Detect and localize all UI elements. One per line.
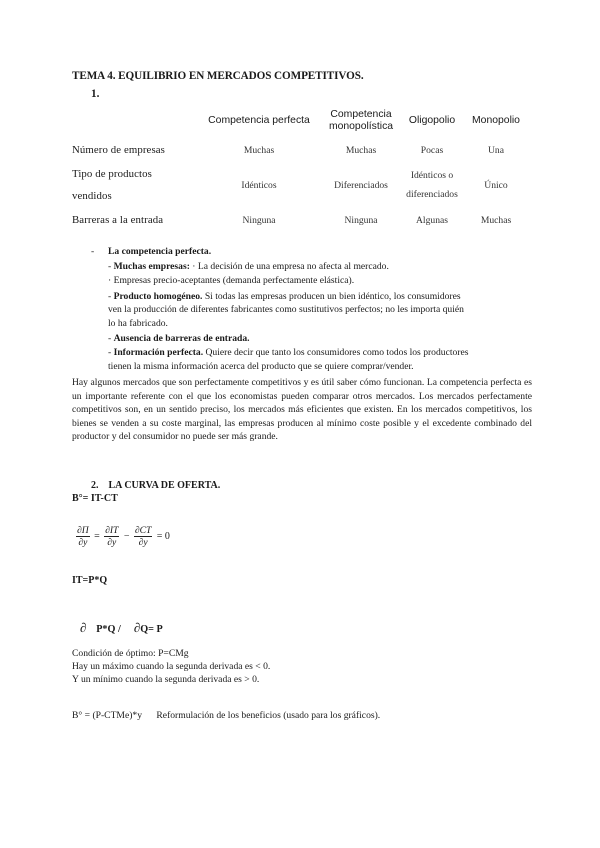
table-cell: Muchas — [243, 144, 275, 156]
optimum-conditions — [72, 648, 270, 686]
bullet-producto-line3: lo ha fabricado. — [108, 318, 168, 329]
market-comparison-table — [72, 105, 528, 233]
table-cell: Idénticos — [241, 179, 277, 191]
table-cell: Ninguna — [242, 214, 276, 226]
row-label — [72, 163, 196, 207]
table-header-cell: Monopolio — [472, 115, 520, 126]
section-2-heading: 2. LA CURVA DE OFERTA. — [91, 480, 221, 491]
intro-paragraph: Hay algunos mercados que son perfectamente competitivos y es útil saber cómo funcionan. La competencia perfecta es un importante referente con el que los economistas pueden comparar otros mercados. Los mercados perfectamente competitivos son, en un sentido preciso, los mercados más eficientes que existen. En los mercados competitivos, los bienes se venden a su coste marginal, las empresas producen al mínimo coste posible y el excedente combinado del productor y del consumidor no puede ser más grande. — [72, 377, 532, 443]
table-cell: Idénticos o diferenciados — [406, 170, 458, 200]
bullet-producto-homogeneo: - Producto homogéneo. Si todas las empresas producen un bien idéntico, los consumidores — [108, 291, 461, 302]
table-cell: Algunas — [416, 214, 448, 226]
table-corner — [72, 105, 196, 137]
bullet-precio-aceptantes: · Empresas precio-aceptantes (demanda perfectamente elástica). — [108, 275, 355, 286]
row-label: Número de empresas — [72, 144, 165, 156]
bullet-informacion-line2: tienen la misma información acerca del producto que se quiere comprar/vender. — [108, 361, 414, 372]
table-header-cell: Oligopolio — [408, 115, 456, 126]
bullet-muchas-empresas: - Muchas empresas: · La decisión de una empresa no afecta al mercado. — [108, 261, 389, 272]
table-cell: Una — [488, 144, 504, 156]
bullet-dash: - — [91, 246, 95, 257]
table-row — [72, 137, 528, 163]
bullet-informacion-perfecta: - Información perfecta. Quiere decir que tanto los consumidores como todos los productores — [108, 347, 469, 358]
fraction-dpi-dy: $\frac{\partial\Pi}{\partial y}$ — [77, 525, 89, 548]
fraction-dit-dy: $\frac{\partial IT}{\partial y}$ — [105, 525, 119, 548]
fraction-dct-dy: $\frac{\partial CT}{\partial y}$ — [134, 525, 152, 548]
benefit-reformulation: B° = (P-CTMe)*y Reformulación de los beneficios (usado para los gráficos). — [72, 710, 381, 721]
table-cell: Muchas — [345, 144, 377, 156]
table-header-cell: Competencia perfecta — [208, 115, 310, 126]
table-cell: Diferenciados — [334, 179, 388, 191]
document-title: TEMA 4. EQUILIBRIO EN MERCADOS COMPETITIVOS. — [72, 70, 364, 82]
row-label-line: Tipo de productos — [72, 168, 152, 180]
condition-line: Y un mínimo cuando la segunda derivada es > 0. — [72, 673, 260, 685]
table-row — [72, 207, 528, 233]
table-header-row — [72, 105, 528, 137]
table-cell: Ninguna — [344, 214, 378, 226]
table-cell: Único — [484, 179, 508, 191]
derivative-equation: $\frac{\partial\Pi}{\partial y}$ = $\frac{\partial IT}{\partial y}$ − $\frac{\partial CT}{\partial y}$ = 0 — [77, 525, 170, 548]
income-formula: IT=P*Q — [72, 575, 108, 586]
section-1-number: 1. — [91, 88, 100, 100]
table-row — [72, 163, 528, 207]
bullet-ausencia-barreras: - Ausencia de barreras de entrada. — [108, 333, 250, 344]
row-label: Barreras a la entrada — [72, 214, 164, 226]
perfect-heading: La competencia perfecta. — [108, 246, 212, 257]
condition-line: Condición de óptimo: P=CMg — [72, 648, 189, 659]
table-cell: Pocas — [420, 144, 444, 156]
benefit-definition: B°= IT-CT — [72, 493, 118, 504]
table-cell: Muchas — [480, 214, 512, 226]
row-label-line: vendidos — [72, 190, 112, 202]
partial-derivative-expression: ∂ P*Q / ∂Q= P — [80, 620, 163, 635]
bullet-producto-line2: ven la producción de diferentes fabricantes como sustitutivos perfectos; no les importa quién — [108, 304, 464, 315]
condition-line: Hay un máximo cuando la segunda derivada es < 0. — [72, 660, 271, 672]
table-header-cell: Competencia monopolística — [328, 109, 394, 132]
